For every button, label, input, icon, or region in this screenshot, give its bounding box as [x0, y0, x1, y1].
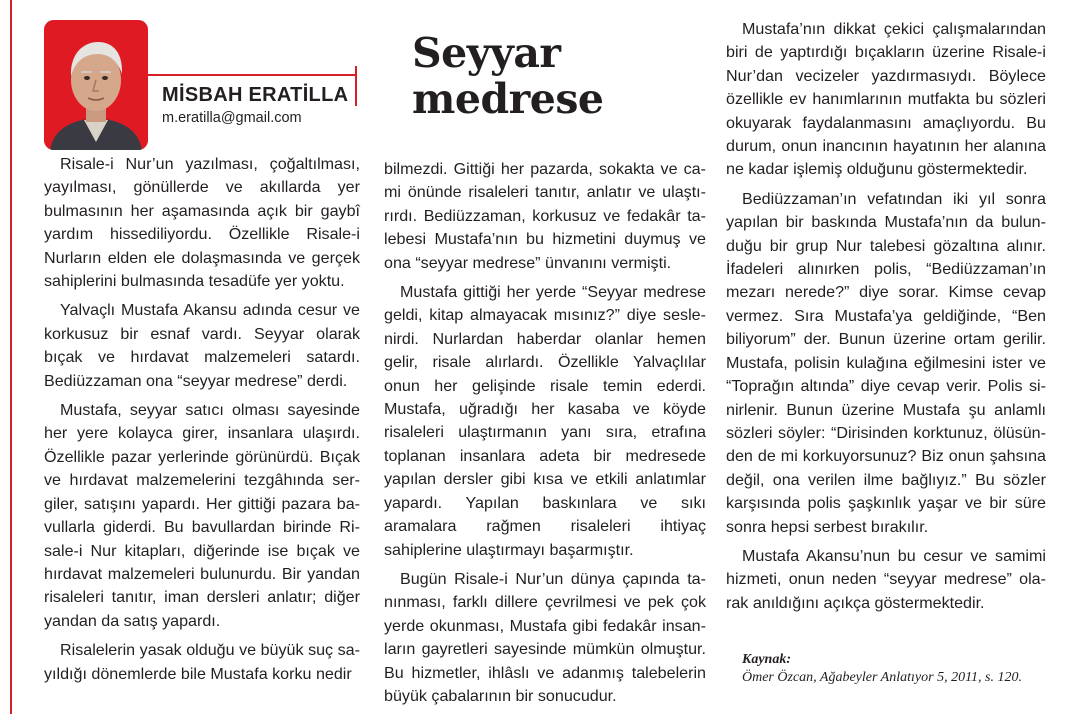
- author-name: MİSBAH ERATİLLA: [162, 84, 349, 106]
- paragraph: Mustafa, seyyar satıcı olması sayesinde her yere kolayca girer, insanlara ulaşırdı. Özellikle pazar yerlerinde görünürdü. Bıçak ve hırdavat malzemelerini tezgâhında sergiler, satışını yapardı. Her gittiği pazara bavullarla giderdi. Bu bavullardan birinde Risale-i Nur kitapları, diğerinde ise bıçak ve hırdavat malzemeleri bulunurdu. Bir yandan risaleleri tanıtır, iman dersleri anlatır; diğer yandan da satış yapardı.: [44, 401, 360, 630]
- source-label: Kaynak:: [742, 652, 791, 667]
- author-email: m.eratilla@gmail.com: [162, 110, 302, 126]
- author-photo: [44, 20, 148, 150]
- article-title: [412, 30, 604, 122]
- paragraph: Mustafa gittiği her yerde “Seyyar medrese geldi, kitap almayacak mısınız?” diye seslenirdi. Nurlardan haberdar olanlar hemen gelir, risale alırlardı. Özellikle Yalvaçlılar onun her gelişinde risale temin ederdi. Mustafa, uğradığı her kasaba ve köyde risaleleri ulaştırmanın yanı sıra, etrafına toplanan insanlara adeta bir medresede yapılan dersler gibi kısa ve etkili anlatımlar yapardı. Yapılan baskınlara ve sıkı aramalara rağmen risaleleri ihtiyaç sahiplerine ulaştırmayı başarmıştır.: [384, 283, 706, 559]
- paragraph: Mustafa Akansu’nun bu cesur ve samimi hizmeti, onun neden “seyyar medrese” olarak anıldığını açıkça göstermektedir.: [726, 546, 1046, 612]
- paragraph: Risale-i Nur’un yazılması, çoğaltılması, yayılması, gönüllerde ve akıllarda yer bulmasının her aşamasında açık bir gaybî yardım hissediliyordu. Özellikle Risale-i Nurların elden ele dolaşmasında ve gerçek sahiplerini bulmasında tesadüfe yer yoktu.: [44, 155, 360, 291]
- article-title-line-2: medrese: [412, 75, 604, 123]
- article-title-line-1: Seyyar: [412, 29, 561, 77]
- paragraph: Bediüzzaman’ın vefatından iki yıl sonra yapılan bir baskında Mustafa’nın da bulunduğu bir grup Nur talebesi gözaltına alınır. İfadeleri alınırken polis, “Bediüzzaman’ın mezarı nerede?” diye sorar. Kimse cevap vermez. Sıra Mustafa’ya geldiğinde, “Ben biliyorum” der. Bunun üzerine ortam gerilir. Mustafa, polisin kulağına eğilmesini ister ve “Toprağın altında” diye cevap verir. Polis sinirlenir. Bunun üzerine Mustafa şu anlamlı sözleri söyler: “Dirisinden korktunuz, ölüsünden de mi korkuyorsunuz? Biz onun şahsına değil, ona verilen ilme bağlıyız.” Bu sözler karşısında polis şaşkınlık yaşar ve bir süre sonra hepsi serbest bırakılır.: [726, 189, 1046, 536]
- author-name-rule: [148, 74, 356, 76]
- article-column-2: [384, 158, 706, 714]
- paragraph: Mustafa’nın dikkat çekici çalışmalarından biri de yaptırdığı bıçakların üzerine Risale-i Nur’dan vecizeler yazdırmasıydı. Böylece özellikle ev hanımlarının mutfakta bu sözleri okuyarak faydalanmasını amaçlıyordu. Bu durum, onun inancının hayatının her alanına ne kadar işlemiş olduğunu göstermektedir.: [726, 20, 1046, 179]
- paragraph: Yalvaçlı Mustafa Akansu adında cesur ve korkusuz bir esnaf vardı. Seyyar olarak bıçak ve hırdavat malzemeleri satardı. Bediüzzaman ona “seyyar medrese” derdi.: [44, 301, 360, 390]
- source-citation: [742, 651, 1052, 687]
- source-reference: Ömer Özcan, Ağabeyler Anlatıyor 5, 2011, s. 120.: [742, 670, 1022, 685]
- margin-rule: [10, 0, 12, 714]
- paragraph: Risalelerin yasak olduğu ve büyük suç sayıldığı dönemlerde bile Mustafa korku nedir: [44, 641, 360, 683]
- paragraph: Bugün Risale-i Nur’un dünya çapında tanınması, farklı dillere çevrilmesi ve pek çok yerde okunması, Mustafa gibi fedakâr insanların gayretleri sayesinde mümkün olmuştur. Bu hizmetler, ihlâslı ve adanmış talebelerin büyük çabalarının bir sonucudur.: [384, 569, 706, 705]
- author-name-rule-end: [355, 66, 357, 106]
- author-portrait-image: [44, 20, 148, 150]
- article-column-3: [726, 18, 1046, 621]
- article-column-1: [44, 153, 360, 692]
- paragraph: bilmezdi. Gittiği her pazarda, sokakta ve cami önünde risaleleri tanıtır, anlatır ve ulaştırırdı. Bediüzzaman, korkusuz ve fedakâr talebesi Mustafa’nın bu hizmetini duymuş ve ona “seyyar medrese” ünvanını vermişti.: [384, 160, 706, 272]
